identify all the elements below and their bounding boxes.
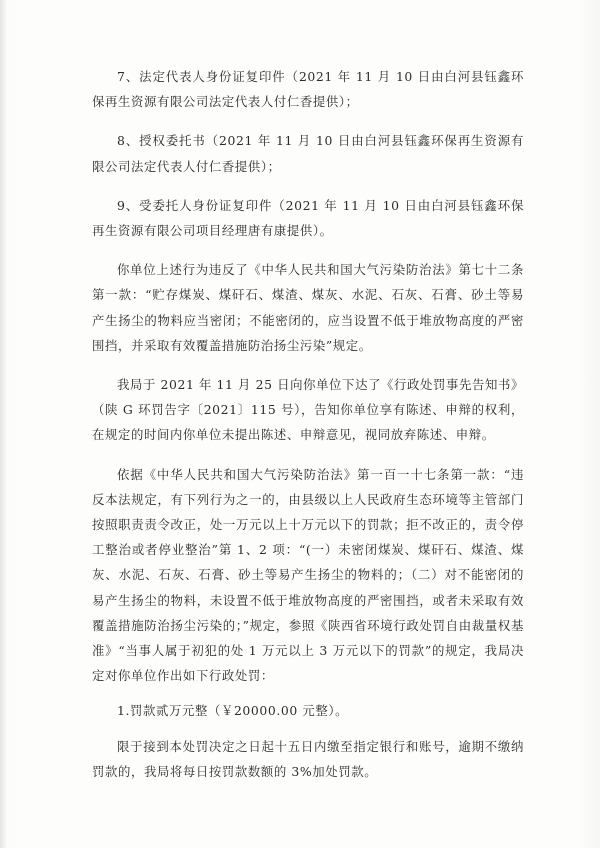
evidence-item-9: 9、受委托人身份证复印件（2021 年 11 月 10 日由白河县钰鑫环保再生资源有限公司项目经理唐有康提供）。 [92, 197, 524, 239]
violation-paragraph: 你单位上述行为违反了《中华人民共和国大气污染防治法》第七十二条第一款：“贮存煤炭、煤矸石、煤渣、煤灰、水泥、石灰、石膏、砂土等易产生扬尘的物料应当密闭；不能密闭的，应当设置不低于堆放物高度的严密围挡，并采取有效覆盖措施防治扬尘污染”规定。 [92, 262, 524, 353]
legal-basis-paragraph: 依据《中华人民共和国大气污染防治法》第一百一十七条第一款：“违反本法规定，有下列行为之一的，由县级以上人民政府生态环境等主管部门按照职责责令改正，处一万元以上十万元以下的罚款；拒不改正的，责令停工整治或者停业整治”第 1、2 项：“(一）未密闭煤炭、煤矸石、煤渣、煤灰、水泥、石灰、石膏、砂土等易产生扬尘的物料的；（二）对不能密闭的易产生扬尘的物料，未设置不低于堆放物高度的严密围挡，或者未采取有效覆盖措施防治扬尘污染的；”规定，参照《陕西省环境行政处罚自由裁量权基准》“当事人属于初犯的处 1 万元以上 3 万元以下的罚款”的规定，我局决定对你单位作出如下行政处罚： [92, 466, 524, 684]
payment-paragraph: 限于接到本处罚决定之日起十五日内缴至指定银行和账号，逾期不缴纳罚款的，我局将每日按罚款数额的 3%加处罚款。 [92, 738, 524, 779]
page-edge-shadow [0, 0, 8, 848]
document-body [92, 64, 524, 784]
evidence-item-8: 8、授权委托书（2021 年 11 月 10 日由白河县钰鑫环保再生资源有限公司法定代表人付仁香提供）； [92, 133, 524, 174]
notice-paragraph: 我局于 2021 年 11 月 25 日向你单位下达了《行政处罚事先告知书》（陕 G 环罚告字〔2021〕115 号），告知你单位享有陈述、申辩的权利，在规定的时间内你单位未提出陈述、申辩意见，视同放弃陈述、申辩。 [92, 377, 524, 443]
evidence-item-7: 7、法定代表人身份证复印件（2021 年 11 月 10 日由白河县钰鑫环保再生资源有限公司法定代表人付仁香提供）； [92, 69, 524, 110]
penalty-item: 1.罚款贰万元整（￥20000.00 元整）。 [117, 703, 349, 719]
